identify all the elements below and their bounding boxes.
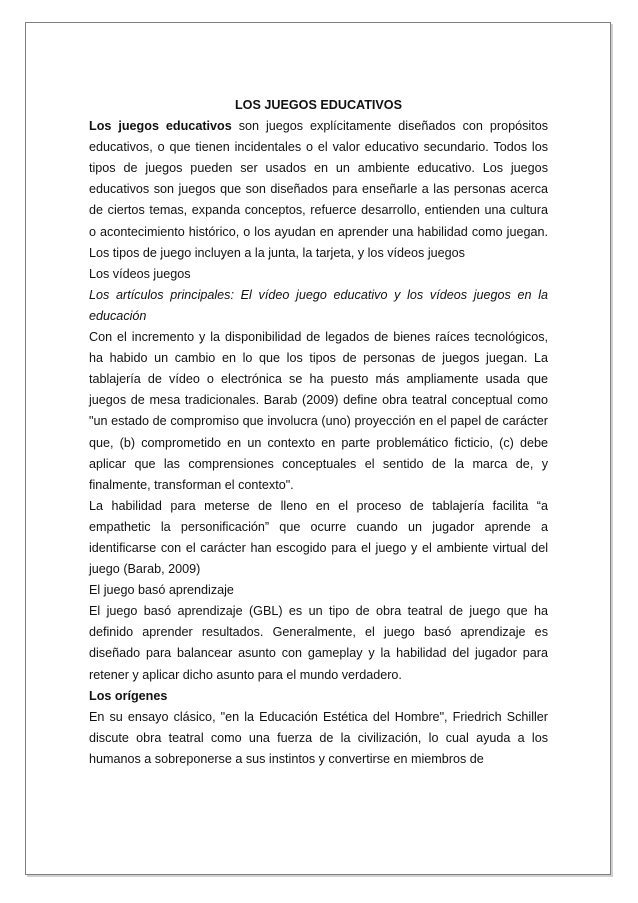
document-body (89, 95, 548, 770)
heading-aprendizaje: El juego basó aprendizaje (89, 583, 234, 598)
main-articles-note: Los artículos principales: El vídeo juego educativo y los vídeos juegos en la educación (89, 287, 548, 323)
heading-videojuegos: Los vídeos juegos (89, 266, 191, 281)
intro-bold-term: Los juegos educativos (89, 119, 232, 134)
intro-text: son juegos explícitamente diseñados con propósitos educativos, o que tienen incidentales o el valor educativo secundario. Todos los tipos de juegos pueden ser usados en un ambiente educativo. Los juegos educativos son juegos que son diseñados para enseñarle a las personas acerca de ciertos temas, expanda conceptos, refuerce desarrollo, entienden una cultura o acontecimiento histórico, o los ayudan en aprender una habilidad como juegan. Los tipos de juego incluyen a la junta, la tarjeta, y los vídeos juegos (89, 119, 549, 260)
intro-paragraph (89, 116, 548, 264)
heading-origenes: Los orígenes (89, 688, 168, 703)
document-title: LOS JUEGOS EDUCATIVOS (234, 98, 402, 112)
paragraph-incremento: Con el incremento y la disponibilidad de legados de bienes raíces tecnológicos, ha habido un cambio en lo que los tipos de personas de juegos juegan. La tablajería de vídeo o electrónica se ha puesto más ampliamente usada que juegos de mesa tradicionales. Barab (2009) define obra teatral conceptual como "un estado de compromiso que involucra (uno) proyección en el papel de carácter que, (b) comprometido en un contexto en parte problemático ficticio, (c) debe aplicar que las comprensiones conceptuales el sentido de la marca de, y finalmente, transforman el contexto". (89, 330, 548, 492)
paragraph-habilidad: La habilidad para meterse de lleno en el proceso de tablajería facilita “a empathetic la personificación” que ocurre cuando un jugador aprende a identificarse con el carácter han escogido para el juego y el ambiente virtual del juego (Barab, 2009) (89, 498, 548, 577)
paragraph-gbl: El juego basó aprendizaje (GBL) es un tipo de obra teatral de juego que ha definido aprender resultados. Generalmente, el juego basó aprendizaje es diseñado para balancear asunto con gameplay y la habilidad del jugador para retener y aplicar dicho asunto para el mundo verdadero. (89, 604, 548, 682)
paragraph-origenes: En su ensayo clásico, "en la Educación Estética del Hombre", Friedrich Schiller discute obra teatral como una fuerza de la civilización, lo cual ayuda a los humanos a sobreponerse a sus instintos y convertirse en miembros de (89, 709, 548, 766)
